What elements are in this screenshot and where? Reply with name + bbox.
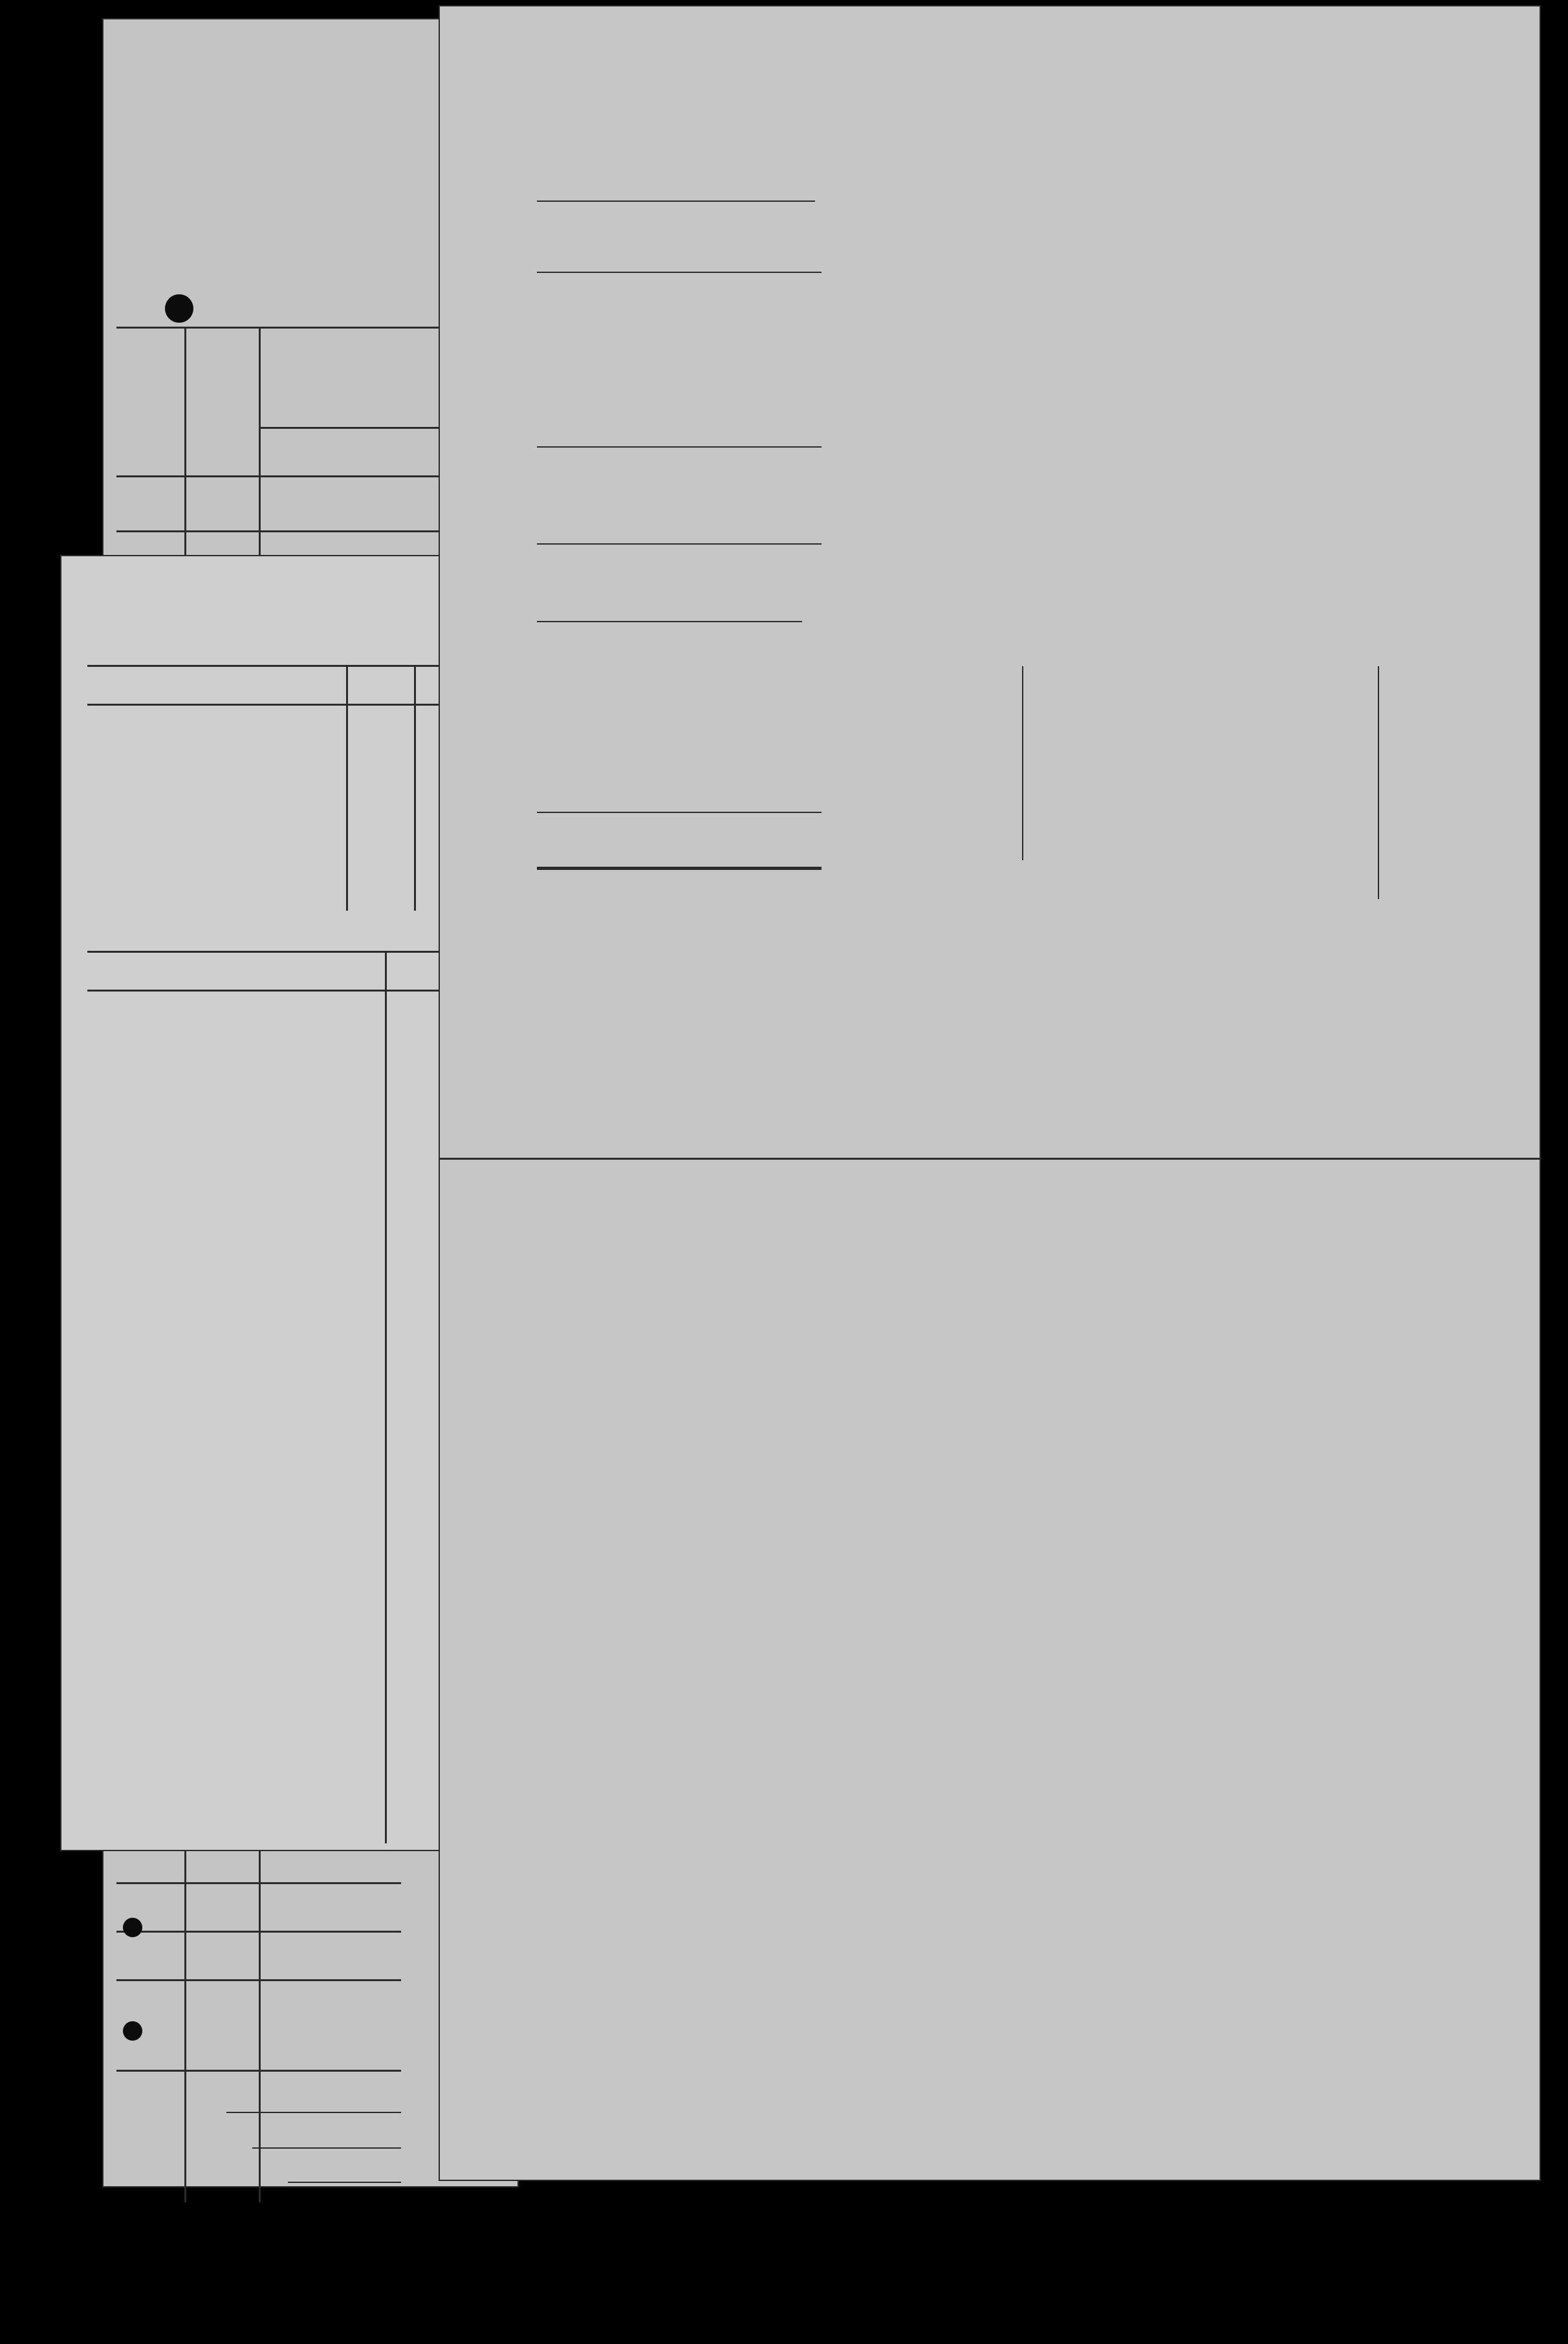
crew-list-sheet xyxy=(440,6,1540,2180)
rule xyxy=(87,990,488,992)
rule xyxy=(116,2070,401,2072)
rule xyxy=(414,665,416,911)
seamen-form-sheet xyxy=(61,556,488,1850)
rule xyxy=(226,2112,401,2113)
rule xyxy=(252,2147,401,2149)
rule xyxy=(116,1931,401,1933)
rule xyxy=(116,1979,401,1981)
rule xyxy=(288,2182,401,2183)
rule xyxy=(87,665,488,667)
crew-table xyxy=(440,6,1540,2180)
punch-hole xyxy=(123,1918,142,1937)
rule xyxy=(87,951,488,953)
punch-hole xyxy=(123,2021,142,2041)
rule xyxy=(385,951,387,1843)
rule xyxy=(87,704,488,706)
rule xyxy=(116,1882,401,1884)
rule xyxy=(346,665,348,911)
punch-hole xyxy=(165,294,193,323)
